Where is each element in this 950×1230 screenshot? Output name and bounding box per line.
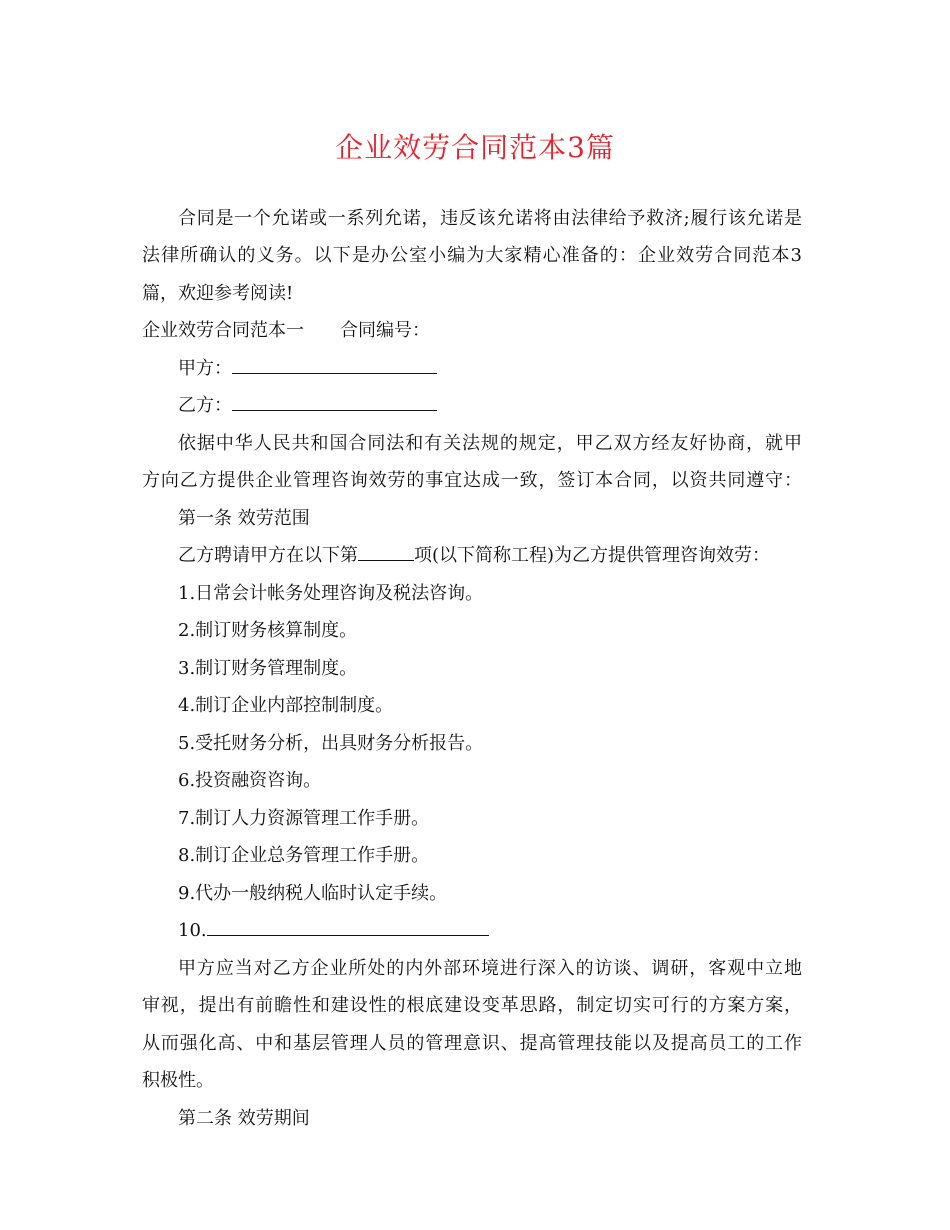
- party-a-blank: [232, 355, 437, 374]
- list-item: 1.日常会计帐务处理咨询及税法咨询。: [178, 583, 484, 604]
- section-heading-row: [142, 317, 430, 345]
- article-2-heading: 第二条 效劳期间: [178, 1108, 310, 1129]
- intro-line-2: 法律所确认的义务。以下是办公室小编为大家精心准备的：企业效劳合同范本3: [142, 245, 802, 266]
- list-item: 4.制订企业内部控制制度。: [178, 695, 394, 716]
- list-item: 6.投资融资咨询。: [178, 770, 322, 791]
- basis-line-2: 方向乙方提供企业管理咨询效劳的事宜达成一致，签订本合同，以资共同遵守：: [142, 470, 802, 491]
- list-item: 8.制订企业总务管理工作手册。: [178, 845, 430, 866]
- document-title: 企业效劳合同范本3篇: [335, 131, 615, 164]
- list-item-10: [178, 917, 489, 945]
- basis-line-1: 依据中华人民共和国合同法和有关法规的规定，甲乙双方经友好协商，就甲: [178, 433, 802, 454]
- item-number-blank: [358, 542, 414, 561]
- party-a-label: 甲方：: [178, 358, 232, 379]
- requirement-line-1: 甲方应当对乙方企业所处的内外部环境进行深入的访谈、调研，客观中立地: [178, 958, 802, 979]
- party-a-row: [178, 355, 437, 383]
- list-item: 5.受托财务分析，出具财务分析报告。: [178, 733, 484, 754]
- party-b-row: [178, 392, 437, 420]
- intro-line-3: 篇，欢迎参考阅读!: [142, 283, 294, 304]
- contract-number-label: 合同编号：: [340, 320, 430, 341]
- item-10-label: 10.: [178, 920, 207, 941]
- party-b-blank: [232, 392, 437, 411]
- article-1-lead-suffix: 项(以下简称工程)为乙方提供管理咨询效劳：: [414, 545, 771, 566]
- requirement-line-4: 积极性。: [142, 1070, 214, 1091]
- requirement-line-3: 从而强化高、中和基层管理人员的管理意识、提高管理技能以及提高员工的工作: [142, 1033, 802, 1054]
- article-1-heading: 第一条 效劳范围: [178, 508, 310, 529]
- requirement-line-2: 审视，提出有前瞻性和建设性的根底建设变革思路，制定切实可行的方案方案，: [142, 995, 802, 1016]
- intro-line-1: 合同是一个允诺或一系列允诺，违反该允诺将由法律给予救济;履行该允诺是: [178, 208, 802, 229]
- list-item: 2.制订财务核算制度。: [178, 620, 358, 641]
- section-heading: 企业效劳合同范本一: [142, 320, 304, 341]
- article-1-lead-prefix: 乙方聘请甲方在以下第: [178, 545, 358, 566]
- list-item: 7.制订人力资源管理工作手册。: [178, 808, 430, 829]
- party-b-label: 乙方：: [178, 395, 232, 416]
- list-item: 9.代办一般纳税人临时认定手续。: [178, 883, 448, 904]
- article-1-lead: [178, 542, 770, 570]
- list-item: 3.制订财务管理制度。: [178, 658, 358, 679]
- item-10-blank: [207, 917, 489, 936]
